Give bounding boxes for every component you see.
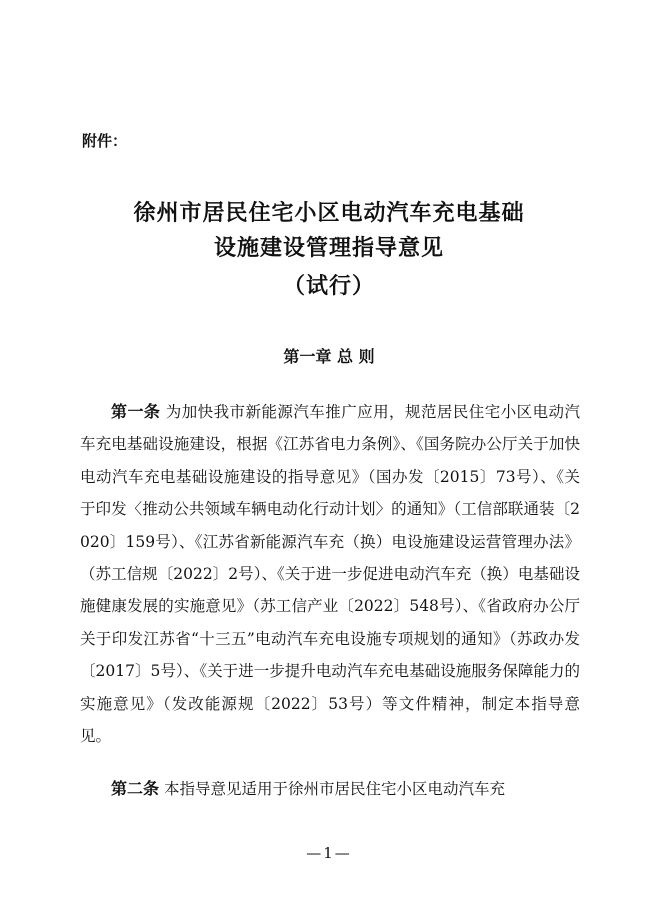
article-2 <box>80 773 580 805</box>
article-1-label: 第一条 <box>111 402 161 421</box>
article-1 <box>80 396 580 752</box>
document-title-line-1: 徐州市居民住宅小区电动汽车充电基础 <box>133 201 525 226</box>
document-title-line-3: （试行） <box>282 274 375 299</box>
article-2-text: 本指导意见适用于徐州市居民住宅小区电动汽车充 <box>163 780 505 798</box>
article-1-text: 为加快我市新能源汽车推广应用，规范居民住宅小区电动汽车充电基础设施建设，根据《江苏省电力条例》、《国务院办公厅关于加快电动汽车充电基础设施建设的指导意见》（国办发〔2015〕73号）、《关于印发〈推动公共领域车辆电动化行动计划〉的通知》（工信部联通装〔2020〕159号）、《江苏省新能源汽车充（换）电设施建设运营管理办法》（苏工信规〔2022〕2号）、《关于进一步促进电动汽车充（换）电基础设施健康发展的实施意见》（苏工信产业〔2022〕548号）、《省政府办公厅关于印发江苏省“十三五”电动汽车充电设施专项规划的通知》（苏政办发〔2017〕5号）、《关于进一步提升电动汽车充电基础设施服务保障能力的实施意见》（发改能源规〔2022〕53号）等文件精神，制定本指导意见。 <box>80 403 580 746</box>
article-2-label: 第二条 <box>111 779 160 798</box>
chapter-heading: 第一章 总 则 <box>283 347 375 366</box>
attachment-label: 附件： <box>82 132 128 150</box>
page-number: —1— <box>306 844 352 862</box>
document-title-line-2: 设施建设管理指导意见 <box>213 236 444 261</box>
